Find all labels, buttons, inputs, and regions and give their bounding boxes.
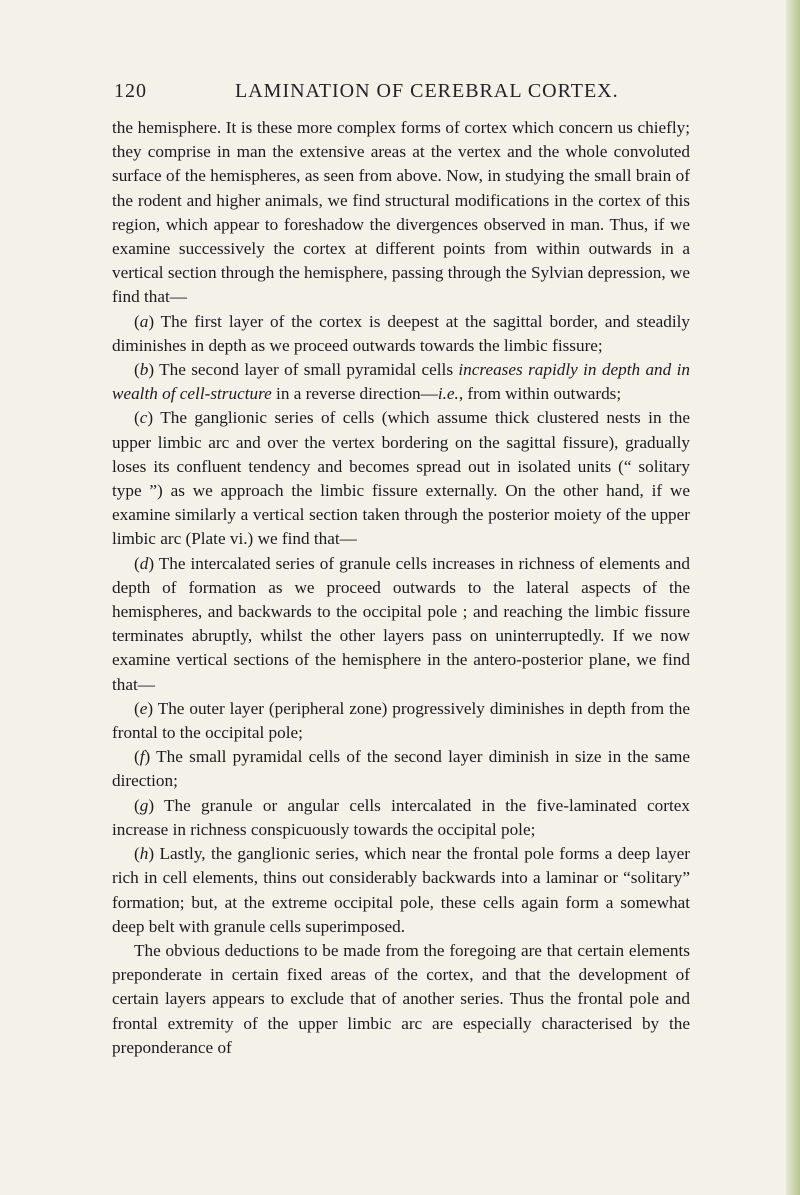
italic-text: i.e. bbox=[437, 384, 459, 404]
italic-text: f bbox=[139, 747, 145, 767]
text-run: the hemisphere. It is these more complex forms of cortex which concern us chiefly; they comprise in man the extensive areas at the vertex and the whole convoluted surface of the hemispheres, as seen from above. Now, in studying the small brain of the rodent and higher animals, we find structural modifications in the cortex of this region, which appear to foreshadow the divergences observed in man. Thus, if we examine successively the cortex at different points from within outwards in a vertical section through the hemisphere, passing through the Sylvian depression, we find that— bbox=[112, 118, 690, 307]
text-run: ) The first layer of the cortex is deepest at the sagittal border, and steadily diminishes in depth as we proceed outwards towards the limbic fissure; bbox=[112, 311, 690, 355]
paragraph bbox=[112, 697, 690, 745]
text-run: ( bbox=[134, 360, 140, 380]
paragraph bbox=[112, 794, 690, 842]
text-run: ) The granule or angular cells intercalated in the five-laminated cortex increase in richness conspicuously towards the occipital pole; bbox=[112, 795, 690, 839]
paragraph bbox=[112, 939, 690, 1060]
text-run: ) The outer layer (peripheral zone) progressively diminishes in depth from the frontal to the occipital pole; bbox=[112, 698, 690, 743]
text-run: ( bbox=[134, 311, 140, 331]
text-run: ( bbox=[134, 795, 140, 815]
text-run: , from within outwards; bbox=[458, 384, 622, 404]
text-run: ( bbox=[134, 698, 140, 718]
text-run: The obvious deductions to be made from the foregoing are that certain elements preponderate in certain fixed areas of the cortex, and that the development of certain layers appears to exclude that of another series. Thus the frontal pole and frontal extremity of the upper limbic arc are especially characterised by the preponderance of bbox=[112, 940, 690, 1057]
text-run: ) The ganglionic series of cells (which assume thick clustered nests in the upper limbic arc and over the vertex bordering on the sagittal fissure), gradually loses its confluent tendency and becomes spread out in isolated units (“ solitary type ”) as we approach the limbic fissure externally. On the other hand, if we examine similarly a vertical section taken through the posterior moiety of the upper limbic arc (Plate vi.) we find that— bbox=[112, 408, 690, 549]
body-text bbox=[112, 116, 690, 1060]
text-run: ) The small pyramidal cells of the second layer diminish in size in the same direction; bbox=[112, 747, 690, 791]
page-number: 120 bbox=[114, 80, 147, 102]
text-run: in a reverse direction— bbox=[271, 384, 438, 404]
text-run: ) Lastly, the ganglionic series, which near the frontal pole forms a deep layer rich in cell elements, thins out considerably backwards into a laminar or “solitary” formation; but, at the extreme occipital pole, these cells again form a somewhat deep belt with granule cells superimposed. bbox=[112, 844, 690, 936]
text-run: ( bbox=[134, 553, 140, 573]
text-run: ( bbox=[134, 844, 140, 864]
paragraph bbox=[112, 358, 690, 406]
text-run: ( bbox=[134, 408, 140, 428]
paragraph bbox=[112, 745, 690, 793]
paragraph bbox=[112, 310, 690, 358]
text-run: ( bbox=[134, 747, 140, 767]
italic-text: g bbox=[139, 795, 149, 815]
paragraph bbox=[112, 116, 690, 310]
text-run: ) The intercalated series of granule cells increases in richness of elements and depth of formation as we proceed outwards to the lateral aspects of the hemispheres, and backwards to the occipital pole ; and reaching the limbic fissure terminates abruptly, whilst the other layers pass on uninterruptedly. If we now examine vertical sections of the hemisphere in the antero-posterior plane, we find that— bbox=[112, 553, 690, 694]
page-header bbox=[90, 80, 730, 106]
italic-text: e bbox=[139, 698, 148, 718]
paragraph bbox=[112, 552, 690, 697]
italic-text: a bbox=[139, 311, 149, 331]
text-run: ) The second layer of small pyramidal cells bbox=[148, 360, 459, 380]
italic-text: h bbox=[139, 844, 149, 864]
italic-text: b bbox=[139, 360, 149, 380]
page-edge bbox=[786, 0, 800, 1195]
italic-text: d bbox=[139, 553, 149, 573]
paragraph bbox=[112, 842, 690, 939]
paragraph bbox=[112, 406, 690, 551]
italic-text: increases rapidly in depth and in wealth of cell-structure bbox=[112, 360, 690, 404]
italic-text: c bbox=[139, 408, 148, 428]
running-title: LAMINATION OF CEREBRAL CORTEX. bbox=[235, 80, 619, 102]
